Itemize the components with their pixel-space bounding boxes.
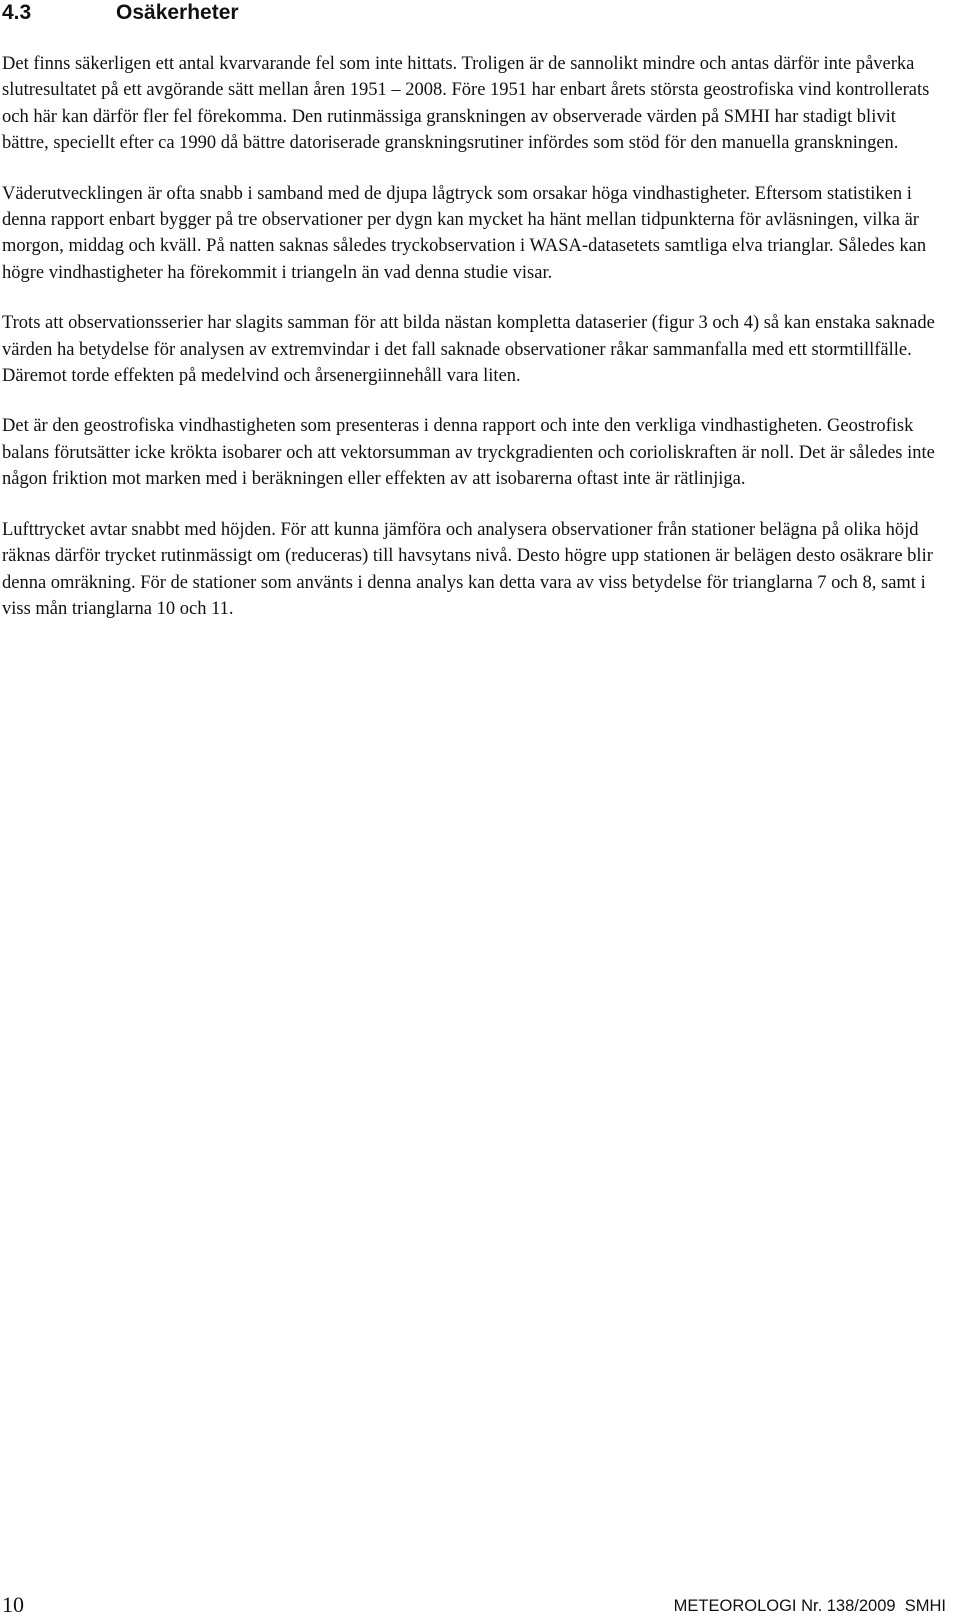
paragraph-air-pressure: Lufttrycket avtar snabbt med höjden. För att kunna jämföra och analysera observationer från stationer belägna på olika höjd räknas därför trycket rutinmässigt om (reduceras) till havsytans nivå. Desto högre upp stationen är belägen desto osäkrare blir denna omräkning. För de stationer som använts i denna analys kan detta vara av viss betydelse för trianglarna 7 och 8, samt i viss mån trianglarna 10 och 11. xyxy=(2,519,933,619)
paragraph-weather-development: Väderutvecklingen är ofta snabb i samband med de djupa lågtryck som orsakar höga vindhastigheter. Eftersom statistiken i denna rapport enbart bygger på tre observationer per dygn kan mycket ha hänt mellan tidpunkterna för avläsningen, vilka är morgon, middag och kväll. På natten saknas således tryckobservation i WASA-datasetets samtliga elva trianglar. Således kan högre vindhastigheter ha förekommit i triangeln än vad denna studie visar. xyxy=(2,183,927,283)
body-text xyxy=(2,51,937,646)
paragraph-observation-series: Trots att observationsserier har slagits samman för att bilda nästan kompletta dataserier (figur 3 och 4) så kan enstaka saknade värden ha betydelse för analysen av extremvindar i det fall saknade observationer råkar sammanfalla med ett stormtillfälle. Däremot torde effekten på medelvind och årsenergiinnehåll vara liten. xyxy=(2,313,935,387)
paragraph-geostrophic-wind: Det är den geostrofiska vindhastigheten som presenteras i denna rapport och inte den verkliga vindhastigheten. Geostrofisk balans förutsätter icke krökta isobarer och att vektorsumman av tryckgradienten och corioliskraften är noll. Det är således inte någon friktion mot marken med i beräkningen eller effekten av att isobarerna oftast inte är rätlinjiga. xyxy=(2,416,935,490)
section-title: Osäkerheter xyxy=(116,1,239,24)
page-footer xyxy=(0,1592,950,1618)
paragraph-uncertainty-errors: Det finns säkerligen ett antal kvarvarande fel som inte hittats. Troligen är de sannolikt mindre och antas därför inte påverka slutresultatet på ett avgörande sätt mellan åren 1951 – 2008. Före 1951 har enbart årets största geostrofiska vind kontrollerats och här kan därför fler fel förekomma. Den rutinmässiga granskningen av observerade värden på SMHI har stadigt blivit bättre, speciellt efter ca 1990 då bättre datoriserade granskningsrutiner infördes som stöd för den manuella granskningen. xyxy=(2,54,930,154)
publication-series: METEOROLOGI Nr. 138/2009 SMHI xyxy=(673,1597,946,1615)
section-heading xyxy=(2,0,239,26)
section-number: 4.3 xyxy=(2,1,32,24)
page-number: 10 xyxy=(2,1592,24,1617)
